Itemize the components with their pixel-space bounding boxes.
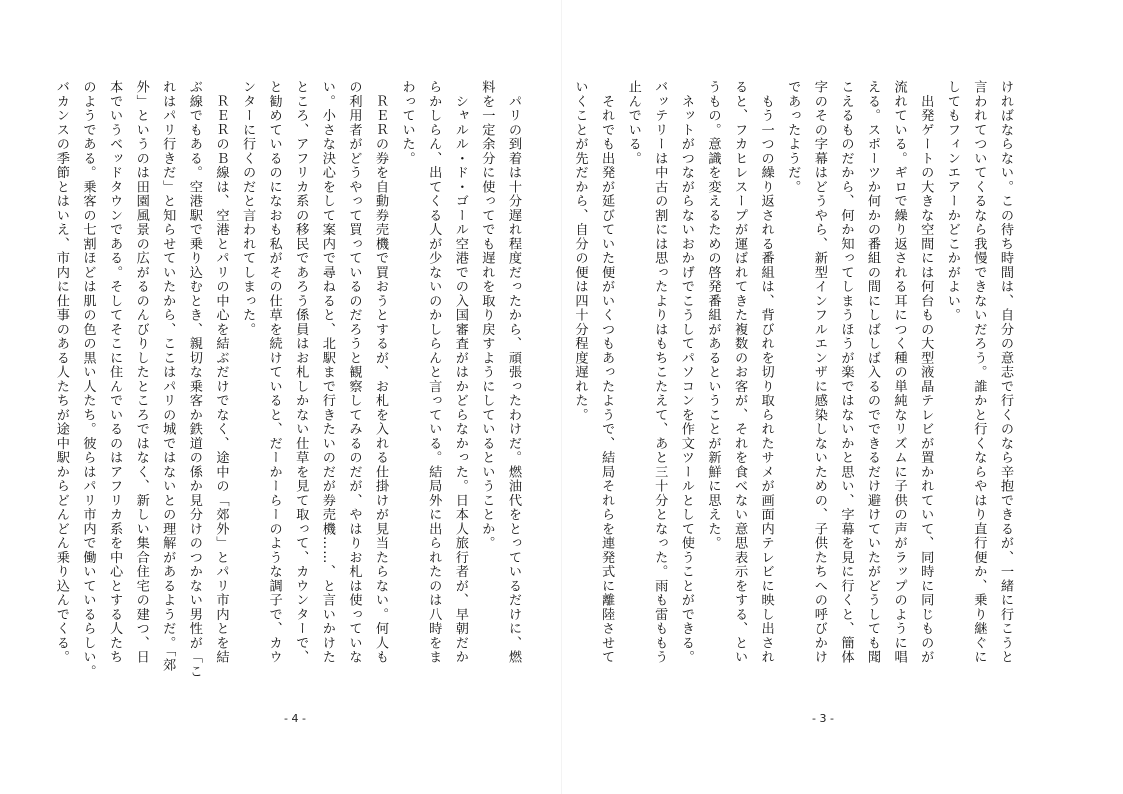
text-line: 出発ゲートの大きな空間には何台もの大型液晶テレビが置かれていて、同時に同じものが (918, 80, 934, 665)
text-line: それでも出発が延びていた便がいくつもあったようで、結局それらを連発式に離陸させて (599, 80, 615, 665)
text-line: ところ、アフリカ系の移民であろう係員はお札しかない仕草を見て取って、カウンターで、 (293, 80, 309, 665)
text-line: 外」というのは田園風景の広がるのんびりしたところではなく、新しい集合住宅の建つ、日 (133, 80, 149, 665)
text-line: 料を一定余分に使ってでも遅れを取り戻すようにしているということか。 (479, 80, 495, 551)
text-line: 本でいうベッドタウンである。そしてそこに住んでいるのはアフリカ系を中心とする人たち (107, 80, 123, 665)
text-line: パリの到着は十分遅れ程度だったから、頑張ったわけだ。燃油代をとっているだけに、燃 (506, 80, 521, 665)
text-line: うもの。意識を変えるための啓発番組があるということが新鮮に思えた。 (705, 80, 721, 551)
text-line: の利用者がどうやって買っているのだろうと観察してみるのだが、やはりお札は使っていな (346, 80, 362, 665)
text-line: のようである。乗客の七割ほどは肌の色の黒い人たち。彼らはパリ市内で働いているらしい。 (80, 80, 96, 679)
text-line: える。スポーツか何かの番組の間にしばしば入るのでできるだけ避けていたがどうしても聞 (865, 80, 881, 665)
text-line: らかしらん、出てくる人が少ないのかしらんと言っている。結局外に出られたのは八時をま (426, 80, 442, 665)
text-line: わっていた。 (399, 80, 415, 166)
text-line: もう一つの繰り返される番組は、背びれを切り取られたサメが画面内テレビに映し出され (758, 80, 774, 665)
page-body-text (53, 80, 526, 682)
text-line: 字のその字幕はどうやら、新型インフルエンザに感染しないための、子供たちへの呼びかけ (811, 80, 827, 665)
text-line: ネットがつながらないおかげでこうしてパソコンを作文ツールとして使うことができる。 (678, 80, 694, 665)
text-line: いくことが先だから、自分の便は四十分程度遅れた。 (572, 80, 588, 422)
text-line: してもフィンエアーかどこかがよい。 (944, 80, 960, 323)
text-line: ぶ線でもある。空港駅で乗り込むとき、親切な乗客か鉄道の係か見分けのつかない男性が「こ (186, 80, 202, 679)
page-body-text (572, 80, 1018, 682)
text-line: ＲＥＲの券を自動券売機で買おうとするが、お札を入れる仕掛けが見当たらない。何人も (373, 80, 389, 665)
text-line: シャルル・ド・ゴール空港での入国審査がはかどらなかった。日本人旅行者が、早朝だか (452, 80, 468, 665)
text-line: 言われてついてくるなら我慢できないだろう。誰かと行くならやはり直行便か、乗り継ぐに (971, 80, 987, 665)
text-line: こえるものだから、何か知ってしまうほうが楽ではないかと思い、字幕を見に行くと、簡体 (838, 80, 854, 665)
text-line: ＲＥＲのＢ線は、空港とパリの中心を結ぶだけでなく、途中の「郊外」とパリ市内とを結 (213, 80, 229, 665)
text-line: ければならない。この待ち時間は、自分の意志で行くのなら辛抱できるが、一緒に行こうと (998, 80, 1013, 665)
page-number: - 3 - (812, 712, 834, 725)
left-page (0, 0, 561, 794)
right-page (562, 0, 1123, 794)
text-line: と勧めているのになおも私がその仕草を続けていると、だーかーらーのような調子で、カウ (266, 80, 282, 665)
text-line: 流れている。ギロで繰り返される耳につく種の単純なリズムに子供の声がラップのように唱 (891, 80, 907, 665)
text-line: ると、フカヒレスープが運ばれてきた複数のお客が、それを食べない意思表示をする、とい (732, 80, 748, 665)
text-line: ンターに行くのだと言われてしまった。 (240, 80, 256, 337)
text-line: 止んでいる。 (625, 80, 641, 166)
page-number: - 4 - (284, 712, 306, 725)
text-line: バカンスの季節とはいえ、市内に仕事のある人たちが途中駅からどんどん乗り込んでくる。 (53, 80, 69, 665)
text-line: であったようだ。 (785, 80, 801, 194)
text-line: バッテリーは中古の割には思ったよりはもちこたえて、あと三十分となった。雨も雷ももう (652, 80, 668, 665)
text-line: れはパリ行きだ」と知らせていたから、ここはパリの城ではないとの理解があるようだ。「郊 (160, 80, 176, 672)
text-line: い。小さな決心をして案内で尋ねると、北駅まで行きたいのだが券売機……、と言いかけた (319, 80, 335, 665)
